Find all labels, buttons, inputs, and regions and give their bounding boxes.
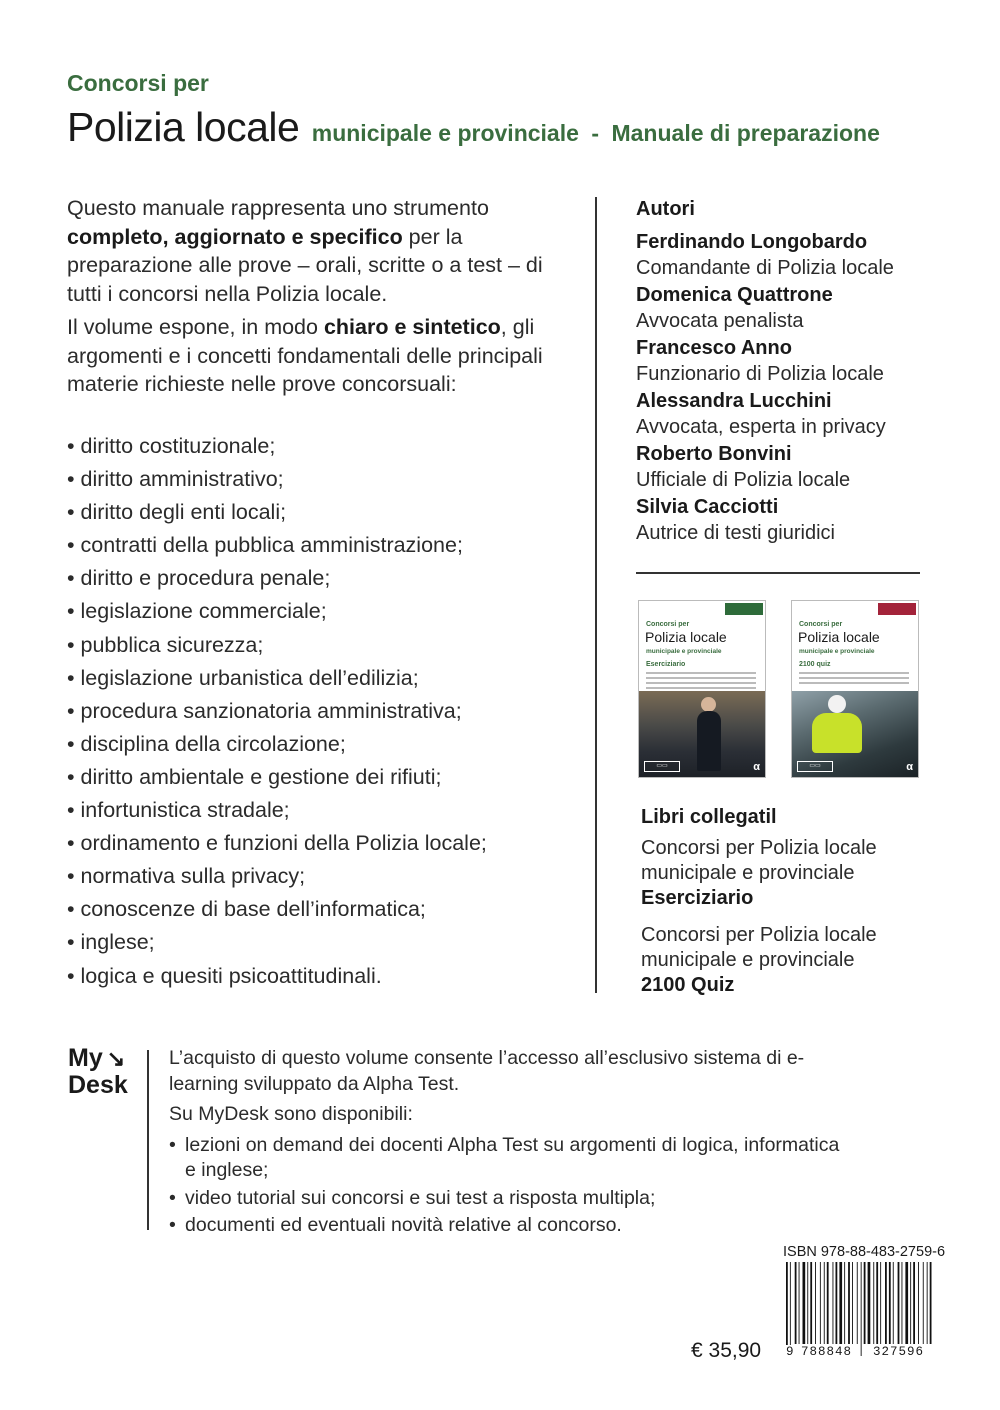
text-span: Il volume espone, in modo [67, 315, 324, 339]
mydesk-divider [147, 1050, 149, 1230]
list-item: • normativa sulla privacy; [67, 862, 487, 895]
series-label: Concorsi per [67, 70, 209, 96]
cover-band [639, 601, 765, 619]
list-item: • legislazione urbanistica dell’edilizia; [67, 664, 487, 697]
author-entry [636, 494, 956, 547]
related-book[interactable] [641, 836, 941, 911]
list-item: • video tutorial sui concorsi e sui test a risposta multipla; [169, 1186, 849, 1212]
list-item: • logica e quesiti psicoattitudinali. [67, 962, 487, 995]
topics-list [67, 432, 487, 995]
bold-span: chiaro e sintetico [323, 315, 501, 339]
cover-tag [725, 603, 763, 615]
author-role: Avvocata, esperta in privacy [636, 416, 886, 438]
list-item: • ordinamento e funzioni della Polizia locale; [67, 829, 487, 862]
authors-section [636, 196, 956, 547]
cover-kind: 2100 quiz [799, 661, 831, 668]
author-entry [636, 388, 956, 441]
cover-photo [639, 691, 765, 777]
list-item: • lezioni on demand dei docenti Alpha Test su argomenti di logica, informatica e inglese; [169, 1133, 849, 1184]
related-book-kind: 2100 Quiz [641, 974, 735, 996]
officer-figure [701, 697, 716, 712]
cover-tag [878, 603, 916, 615]
book-subtitle: municipale e provinciale [311, 120, 579, 146]
list-item: • diritto degli enti locali; [67, 498, 487, 531]
cover-text-lines [799, 672, 909, 687]
mydesk-logo-word: My [68, 1044, 103, 1072]
author-role: Ufficiale di Polizia locale [636, 469, 851, 491]
authors-heading: Autori [636, 198, 695, 220]
list-item: • diritto amministrativo; [67, 465, 487, 498]
barcode-digit: 9 [786, 1345, 795, 1359]
related-book-line: Concorsi per Polizia locale [641, 924, 877, 946]
author-role: Autrice di testi giuridici [636, 522, 835, 544]
list-item: • disciplina della circolazione; [67, 730, 487, 763]
officer-figure [697, 711, 721, 771]
cover-title: Polizia locale [798, 629, 880, 645]
mydesk-list [169, 1133, 849, 1239]
cover-band [792, 601, 918, 619]
author-entry [636, 441, 956, 494]
barcode-digits-left: 788848 [801, 1345, 853, 1359]
list-item: • contratti della pubblica amministrazione; [67, 531, 487, 564]
author-name: Roberto Bonvini [636, 442, 792, 465]
publisher-logo-icon: α [906, 761, 913, 773]
author-entry [636, 229, 956, 282]
mydesk-intro: L’acquisto di questo volume consente l’accesso all’esclusivo sistema di e-learning sviluppato da Alpha Test. [169, 1047, 805, 1095]
publisher-logo-icon: α [753, 761, 760, 773]
column-divider [595, 197, 597, 993]
related-heading: Libri collegatil [641, 806, 777, 828]
list-item: • documenti ed eventuali novità relative al concorso. [169, 1213, 849, 1239]
related-books [641, 805, 941, 1010]
title-separator: - [591, 120, 600, 146]
description-paragraph-1 [67, 194, 567, 308]
barcode-digits-right: 327596 [873, 1345, 925, 1359]
arrow-down-right-icon: ↘ [106, 1046, 126, 1071]
mydesk-available: Su MyDesk sono disponibili: [169, 1103, 413, 1125]
list-item: • procedura sanzionatoria amministrativa; [67, 697, 487, 730]
book-title: Polizia locale [67, 104, 300, 150]
list-item: • legislazione commerciale; [67, 597, 487, 630]
cover-series: Concorsi per [799, 621, 843, 628]
book-kind: Manuale di preparazione [611, 120, 880, 146]
officer-figure [812, 713, 862, 753]
author-name: Domenica Quattrone [636, 283, 833, 306]
author-role: Funzionario di Polizia locale [636, 363, 884, 385]
cover-subtitle: municipale e provinciale [799, 648, 875, 655]
isbn-label: ISBN 978-88-483-2759-6 [783, 1244, 946, 1260]
author-entry [636, 282, 956, 335]
barcode-icon [784, 1262, 938, 1358]
text-span: , gli argomenti e i concetti fondamentali delle principali materie richieste nelle prove concorsuali: [67, 315, 543, 396]
author-role: Avvocata penalista [636, 310, 804, 332]
list-item: • conoscenze di base dell’informatica; [67, 895, 487, 928]
list-item: • diritto e procedura penale; [67, 564, 487, 597]
cover-subtitle: municipale e provinciale [646, 648, 722, 655]
cover-kind: Eserciziario [646, 661, 686, 668]
cover-title: Polizia locale [645, 629, 727, 645]
description [67, 194, 567, 404]
cover-photo [792, 691, 918, 777]
list-item: • infortunistica stradale; [67, 796, 487, 829]
list-item: • diritto costituzionale; [67, 432, 487, 465]
publisher-badge-icon: ▭▭ [644, 761, 680, 772]
mydesk-text [169, 1046, 849, 1241]
author-name: Alessandra Lucchini [636, 389, 832, 412]
related-book-line: municipale e provinciale [641, 949, 855, 971]
list-item: • diritto ambientale e gestione dei rifiuti; [67, 763, 487, 796]
author-entry [636, 335, 956, 388]
description-paragraph-2 [67, 313, 567, 399]
mydesk-logo [68, 1045, 128, 1098]
publisher-badge-icon: ▭▭ [797, 761, 833, 772]
text-span: Questo manuale rappresenta uno strumento [67, 196, 489, 220]
officer-figure [828, 695, 846, 713]
text-span: per la preparazione alle prove – orali, scritte o a test – di tutti i concorsi nella Polizia locale. [67, 224, 543, 306]
author-role: Comandante di Polizia locale [636, 257, 894, 279]
author-name: Silvia Cacciotti [636, 495, 779, 518]
price: € 35,90 [691, 1339, 762, 1362]
cover-quiz[interactable] [791, 600, 919, 778]
list-item: • pubblica sicurezza; [67, 631, 487, 664]
related-book[interactable] [641, 923, 941, 998]
bold-span: completo, aggiornato e specifico [67, 224, 403, 249]
mydesk-logo-word: Desk [68, 1071, 128, 1099]
title-row [67, 104, 880, 151]
cover-text-lines [646, 672, 756, 692]
section-divider [636, 572, 920, 574]
related-book-line: municipale e provinciale [641, 862, 855, 884]
cover-eserciziario[interactable] [638, 600, 766, 778]
related-book-kind: Eserciziario [641, 887, 754, 909]
author-name: Ferdinando Longobardo [636, 230, 868, 253]
related-book-line: Concorsi per Polizia locale [641, 837, 877, 859]
cover-series: Concorsi per [646, 621, 690, 628]
author-name: Francesco Anno [636, 336, 792, 359]
list-item: • inglese; [67, 928, 487, 961]
